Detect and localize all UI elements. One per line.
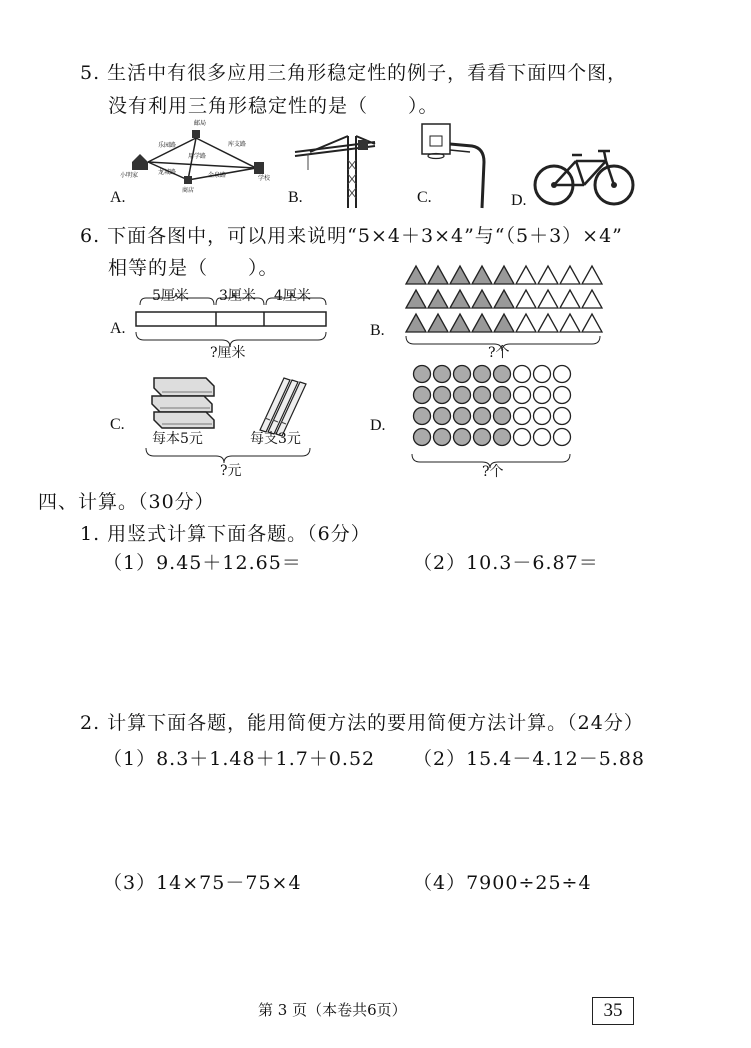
route-map-illustration bbox=[108, 118, 278, 213]
shaded-triangle bbox=[428, 314, 448, 332]
segment-total-label: ?厘米 bbox=[210, 345, 246, 361]
q6-option-d-label[interactable]: D. bbox=[370, 417, 386, 434]
map-label-road3: 库支路 bbox=[228, 141, 247, 148]
section4-heading: 四、计算。（30分） bbox=[38, 491, 215, 513]
shaded-circle bbox=[494, 387, 511, 404]
q5-option-b-label[interactable]: B. bbox=[288, 189, 303, 206]
pen-price-label: 每支3元 bbox=[250, 431, 301, 447]
blank-circle bbox=[554, 366, 571, 383]
blank-circle bbox=[514, 366, 531, 383]
q6-option-d-figure[interactable] bbox=[408, 362, 578, 487]
blank-triangle bbox=[582, 266, 602, 284]
shaded-circle bbox=[494, 366, 511, 383]
shaded-triangle bbox=[450, 290, 470, 308]
map-label-post: 邮局 bbox=[194, 120, 207, 127]
shaded-circle bbox=[414, 429, 431, 446]
shaded-triangle bbox=[406, 314, 426, 332]
q6-line2: 相等的是（ ）。 bbox=[108, 257, 279, 279]
map-label-shop: 商店 bbox=[182, 187, 195, 194]
blank-circle bbox=[534, 429, 551, 446]
blank-triangle bbox=[538, 290, 558, 308]
price-total-label: ?元 bbox=[220, 463, 242, 479]
shaded-triangle bbox=[406, 266, 426, 284]
segment-label-5cm: 5厘米 bbox=[152, 288, 189, 304]
blank-circle bbox=[534, 366, 551, 383]
circle-total-label: ?个 bbox=[482, 464, 504, 480]
calc-q2-part3: （3）14×75－75×4 bbox=[103, 872, 302, 894]
q5-line2: 没有利用三角形稳定性的是（ ）。 bbox=[108, 95, 439, 117]
shaded-circle bbox=[494, 429, 511, 446]
blank-triangle bbox=[538, 266, 558, 284]
shaded-triangle bbox=[450, 314, 470, 332]
calc-q2-part4: （4）7900÷25÷4 bbox=[413, 872, 592, 894]
shaded-circle bbox=[434, 408, 451, 425]
shaded-circle bbox=[454, 429, 471, 446]
calc-q2-title: 2. 计算下面各题，能用简便方法的要用简便方法计算。（24分） bbox=[80, 712, 644, 734]
q6-option-a-figure[interactable] bbox=[130, 284, 330, 364]
shaded-triangle bbox=[494, 314, 514, 332]
blank-circle bbox=[534, 408, 551, 425]
bicycle-illustration bbox=[532, 145, 637, 210]
shaded-circle bbox=[434, 429, 451, 446]
calc-q2-part2: （2）15.4－4.12－5.88 bbox=[413, 748, 646, 770]
shaded-circle bbox=[474, 366, 491, 383]
calc-q2-part1: （1）8.3＋1.48＋1.7＋0.52 bbox=[103, 748, 376, 770]
books-stack-icon bbox=[152, 378, 214, 428]
q5-option-b-figure[interactable] bbox=[290, 130, 380, 210]
shaded-triangle bbox=[450, 266, 470, 284]
shaded-circle bbox=[414, 408, 431, 425]
blank-circle bbox=[514, 387, 531, 404]
blank-triangle bbox=[516, 266, 536, 284]
shaded-circle bbox=[494, 408, 511, 425]
shaded-circle bbox=[434, 366, 451, 383]
map-label-road1: 乐园路 bbox=[158, 142, 177, 149]
calc-q1-title: 1. 用竖式计算下面各题。（6分） bbox=[80, 523, 371, 545]
blank-triangle bbox=[516, 314, 536, 332]
shaded-circle bbox=[434, 387, 451, 404]
map-label-school: 学校 bbox=[258, 175, 271, 182]
q6-line1: 6. 下面各图中，可以用来说明“5×4＋3×4”与“（5＋3）×4” bbox=[80, 225, 623, 247]
q5-option-a-label[interactable]: A. bbox=[110, 189, 126, 206]
blank-circle bbox=[554, 408, 571, 425]
shaded-triangle bbox=[406, 290, 426, 308]
page-footer-text: 第 3 页（本卷共6页） bbox=[258, 1001, 407, 1019]
blank-triangle bbox=[582, 314, 602, 332]
shaded-triangle bbox=[472, 314, 492, 332]
page-number-box: 35 bbox=[592, 997, 634, 1025]
q6-option-a-label[interactable]: A. bbox=[110, 320, 126, 337]
q6-option-c-figure[interactable] bbox=[140, 368, 320, 483]
book-price-label: 每本5元 bbox=[152, 431, 203, 447]
blank-triangle bbox=[516, 290, 536, 308]
q5-line1: 5. 生活中有很多应用三角形稳定性的例子，看看下面四个图， bbox=[80, 62, 628, 84]
q5-option-a-figure[interactable] bbox=[108, 118, 278, 213]
segment-label-3cm: 3厘米 bbox=[219, 288, 256, 304]
shaded-triangle bbox=[472, 290, 492, 308]
pens-icon bbox=[260, 378, 306, 436]
triangle-total-label: ?个 bbox=[488, 345, 510, 361]
q5-option-d-label[interactable]: D. bbox=[511, 192, 527, 209]
shaded-circle bbox=[474, 408, 491, 425]
segment-label-4cm: 4厘米 bbox=[274, 288, 311, 304]
q6-option-c-label[interactable]: C. bbox=[110, 416, 125, 433]
shaded-circle bbox=[454, 387, 471, 404]
blank-triangle bbox=[538, 314, 558, 332]
map-label-road4: 龙城路 bbox=[158, 169, 177, 176]
shaded-circle bbox=[454, 366, 471, 383]
map-label-road5: 金泉路 bbox=[208, 172, 227, 179]
blank-circle bbox=[514, 429, 531, 446]
blank-circle bbox=[554, 429, 571, 446]
blank-triangle bbox=[560, 314, 580, 332]
blank-circle bbox=[514, 408, 531, 425]
tower-crane-illustration bbox=[290, 130, 380, 210]
shaded-circle bbox=[414, 387, 431, 404]
map-label-home: 小明家 bbox=[120, 172, 139, 179]
shaded-circle bbox=[414, 366, 431, 383]
shaded-circle bbox=[474, 429, 491, 446]
shaded-triangle bbox=[494, 266, 514, 284]
blank-triangle bbox=[560, 266, 580, 284]
q6-option-b-label[interactable]: B. bbox=[370, 322, 385, 339]
map-label-road2: 用学路 bbox=[188, 153, 207, 160]
q5-option-c-label[interactable]: C. bbox=[417, 189, 432, 206]
shaded-triangle bbox=[428, 290, 448, 308]
calc-q1-part2: （2）10.3－6.87＝ bbox=[413, 552, 599, 574]
blank-circle bbox=[534, 387, 551, 404]
blank-triangle bbox=[560, 290, 580, 308]
shaded-circle bbox=[454, 408, 471, 425]
shaded-triangle bbox=[494, 290, 514, 308]
blank-triangle bbox=[582, 290, 602, 308]
q5-option-d-figure[interactable] bbox=[532, 145, 637, 210]
q6-option-b-figure[interactable] bbox=[398, 262, 608, 362]
shaded-circle bbox=[474, 387, 491, 404]
shaded-triangle bbox=[428, 266, 448, 284]
shaded-triangle bbox=[472, 266, 492, 284]
blank-circle bbox=[554, 387, 571, 404]
calc-q1-part1: （1）9.45＋12.65＝ bbox=[103, 552, 302, 574]
